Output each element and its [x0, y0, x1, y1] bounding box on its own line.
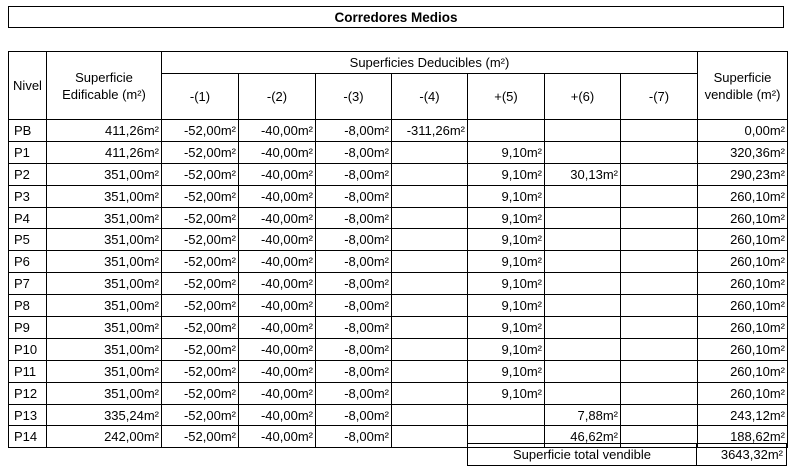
- cell-edificable: 351,00m²: [47, 317, 162, 339]
- cell-d1: -52,00m²: [162, 141, 239, 163]
- cell-d5: [468, 120, 545, 142]
- cell-nivel: P13: [9, 404, 47, 426]
- cell-d2: -40,00m²: [239, 207, 316, 229]
- cell-d4: [392, 141, 468, 163]
- cell-d3: -8,00m²: [316, 163, 392, 185]
- header-deducible-2: -(2): [239, 74, 316, 120]
- cell-d6: [545, 120, 621, 142]
- table-row: [9, 163, 788, 185]
- cell-d5: 9,10m²: [468, 207, 545, 229]
- table-row: [9, 120, 788, 142]
- cell-d4: [392, 426, 468, 448]
- cell-vendible: 260,10m²: [698, 229, 788, 251]
- cell-d2: -40,00m²: [239, 338, 316, 360]
- cell-d1: -52,00m²: [162, 120, 239, 142]
- cell-d2: -40,00m²: [239, 295, 316, 317]
- cell-vendible: 260,10m²: [698, 295, 788, 317]
- table-title: [8, 6, 784, 28]
- cell-d7: [621, 404, 698, 426]
- cell-vendible: 260,10m²: [698, 382, 788, 404]
- cell-d1: -52,00m²: [162, 229, 239, 251]
- cell-edificable: 351,00m²: [47, 273, 162, 295]
- cell-d7: [621, 251, 698, 273]
- cell-d7: [621, 360, 698, 382]
- cell-nivel: P2: [9, 163, 47, 185]
- header-superficie-vendible: [698, 52, 788, 120]
- cell-d5: 9,10m²: [468, 338, 545, 360]
- table-row: [9, 141, 788, 163]
- cell-edificable: 351,00m²: [47, 163, 162, 185]
- cell-d3: -8,00m²: [316, 426, 392, 448]
- cell-nivel: P4: [9, 207, 47, 229]
- cell-d7: [621, 207, 698, 229]
- cell-d4: [392, 382, 468, 404]
- header-deducible-1: -(1): [162, 74, 239, 120]
- cell-nivel: P8: [9, 295, 47, 317]
- table-row: [9, 338, 788, 360]
- cell-d2: -40,00m²: [239, 251, 316, 273]
- cell-d2: -40,00m²: [239, 404, 316, 426]
- cell-d1: -52,00m²: [162, 185, 239, 207]
- cell-d4: [392, 207, 468, 229]
- cell-vendible: 188,62m²: [698, 426, 788, 448]
- title-text: Corredores Medios: [334, 9, 458, 25]
- cell-d1: -52,00m²: [162, 338, 239, 360]
- cell-d7: [621, 382, 698, 404]
- cell-vendible: 260,10m²: [698, 273, 788, 295]
- cell-d2: -40,00m²: [239, 229, 316, 251]
- cell-d5: [468, 404, 545, 426]
- cell-d5: 9,10m²: [468, 163, 545, 185]
- cell-d4: [392, 163, 468, 185]
- cell-d7: [621, 120, 698, 142]
- header-deducible-6: +(6): [545, 74, 621, 120]
- table-row: [9, 251, 788, 273]
- cell-d6: [545, 360, 621, 382]
- total-row: [467, 443, 787, 466]
- cell-d6: [545, 317, 621, 339]
- cell-d7: [621, 273, 698, 295]
- header-deducible-5: +(5): [468, 74, 545, 120]
- cell-d4: -311,26m²: [392, 120, 468, 142]
- cell-d7: [621, 185, 698, 207]
- table-row: [9, 382, 788, 404]
- cell-d3: -8,00m²: [316, 295, 392, 317]
- cell-d4: [392, 317, 468, 339]
- header-deducible-3: -(3): [316, 74, 392, 120]
- cell-d6: [545, 185, 621, 207]
- cell-d3: -8,00m²: [316, 317, 392, 339]
- cell-d2: -40,00m²: [239, 273, 316, 295]
- table-row: [9, 317, 788, 339]
- cell-nivel: P3: [9, 185, 47, 207]
- cell-d5: 9,10m²: [468, 251, 545, 273]
- cell-edificable: 351,00m²: [47, 360, 162, 382]
- cell-nivel: P7: [9, 273, 47, 295]
- cell-d5: 9,10m²: [468, 185, 545, 207]
- header-superficies-deducibles: Superficies Deducibles (m²): [162, 52, 698, 74]
- cell-vendible: 290,23m²: [698, 163, 788, 185]
- cell-vendible: 260,10m²: [698, 338, 788, 360]
- cell-d6: 30,13m²: [545, 163, 621, 185]
- cell-d4: [392, 273, 468, 295]
- cell-d6: [545, 295, 621, 317]
- cell-nivel: P9: [9, 317, 47, 339]
- cell-d2: -40,00m²: [239, 163, 316, 185]
- cell-d2: -40,00m²: [239, 317, 316, 339]
- cell-nivel: P6: [9, 251, 47, 273]
- header-deducible-4: -(4): [392, 74, 468, 120]
- cell-d6: [545, 382, 621, 404]
- cell-d6: [545, 229, 621, 251]
- cell-nivel: P5: [9, 229, 47, 251]
- header-superficie-vendible-text: Superficie vendible (m²): [704, 69, 781, 102]
- cell-d4: [392, 185, 468, 207]
- table-row: [9, 273, 788, 295]
- cell-d3: -8,00m²: [316, 338, 392, 360]
- cell-d3: -8,00m²: [316, 207, 392, 229]
- cell-d7: [621, 163, 698, 185]
- cell-edificable: 351,00m²: [47, 382, 162, 404]
- cell-d3: -8,00m²: [316, 141, 392, 163]
- cell-d4: [392, 338, 468, 360]
- cell-d3: -8,00m²: [316, 229, 392, 251]
- header-nivel: Nivel: [9, 52, 47, 120]
- cell-vendible: 260,10m²: [698, 207, 788, 229]
- cell-d4: [392, 251, 468, 273]
- table-row: [9, 360, 788, 382]
- table-row: [9, 404, 788, 426]
- cell-edificable: 351,00m²: [47, 207, 162, 229]
- cell-d5: 9,10m²: [468, 317, 545, 339]
- surfaces-table: [8, 51, 788, 448]
- cell-edificable: 411,26m²: [47, 120, 162, 142]
- cell-d3: -8,00m²: [316, 404, 392, 426]
- cell-d6: [545, 338, 621, 360]
- cell-edificable: 242,00m²: [47, 426, 162, 448]
- cell-d6: [545, 251, 621, 273]
- table-row: [9, 229, 788, 251]
- cell-edificable: 351,00m²: [47, 295, 162, 317]
- cell-d6: [545, 207, 621, 229]
- cell-d1: -52,00m²: [162, 426, 239, 448]
- cell-d3: -8,00m²: [316, 273, 392, 295]
- cell-d2: -40,00m²: [239, 426, 316, 448]
- cell-d7: [621, 295, 698, 317]
- cell-d5: 9,10m²: [468, 273, 545, 295]
- header-deducible-7: -(7): [621, 74, 698, 120]
- cell-d5: 9,10m²: [468, 141, 545, 163]
- cell-edificable: 351,00m²: [47, 185, 162, 207]
- cell-d5: 9,10m²: [468, 382, 545, 404]
- table-row: [9, 185, 788, 207]
- cell-d7: [621, 141, 698, 163]
- cell-d5: 9,10m²: [468, 360, 545, 382]
- cell-nivel: P1: [9, 141, 47, 163]
- cell-d1: -52,00m²: [162, 163, 239, 185]
- table-row: [9, 207, 788, 229]
- cell-edificable: 411,26m²: [47, 141, 162, 163]
- cell-d1: -52,00m²: [162, 360, 239, 382]
- cell-nivel: PB: [9, 120, 47, 142]
- table-body: [9, 120, 788, 448]
- cell-d3: -8,00m²: [316, 120, 392, 142]
- cell-edificable: 335,24m²: [47, 404, 162, 426]
- cell-d1: -52,00m²: [162, 317, 239, 339]
- cell-d4: [392, 295, 468, 317]
- cell-nivel: P10: [9, 338, 47, 360]
- cell-d2: -40,00m²: [239, 120, 316, 142]
- cell-d4: [392, 229, 468, 251]
- cell-d1: -52,00m²: [162, 295, 239, 317]
- cell-d6: 46,62m²: [545, 426, 621, 448]
- cell-edificable: 351,00m²: [47, 229, 162, 251]
- cell-d3: -8,00m²: [316, 360, 392, 382]
- cell-d4: [392, 360, 468, 382]
- cell-d1: -52,00m²: [162, 273, 239, 295]
- cell-d2: -40,00m²: [239, 382, 316, 404]
- cell-d1: -52,00m²: [162, 251, 239, 273]
- cell-vendible: 260,10m²: [698, 360, 788, 382]
- cell-vendible: 0,00m²: [698, 120, 788, 142]
- cell-vendible: 243,12m²: [698, 404, 788, 426]
- cell-d6: [545, 141, 621, 163]
- cell-d7: [621, 338, 698, 360]
- cell-d3: -8,00m²: [316, 185, 392, 207]
- cell-d1: -52,00m²: [162, 207, 239, 229]
- total-value: 3643,32m²: [720, 447, 783, 462]
- cell-edificable: 351,00m²: [47, 338, 162, 360]
- header-superficie-edificable-text: Superficie Edificable (m²): [62, 69, 146, 102]
- cell-nivel: P12: [9, 382, 47, 404]
- cell-d7: [621, 317, 698, 339]
- cell-d2: -40,00m²: [239, 185, 316, 207]
- cell-d3: -8,00m²: [316, 382, 392, 404]
- table-row: [9, 295, 788, 317]
- cell-d5: 9,10m²: [468, 295, 545, 317]
- cell-d1: -52,00m²: [162, 382, 239, 404]
- cell-d6: [545, 273, 621, 295]
- total-label: Superficie total vendible: [468, 444, 697, 465]
- cell-d4: [392, 404, 468, 426]
- cell-d6: 7,88m²: [545, 404, 621, 426]
- cell-nivel: P14: [9, 426, 47, 448]
- cell-d1: -52,00m²: [162, 404, 239, 426]
- cell-d7: [621, 229, 698, 251]
- header-superficie-edificable: [47, 52, 162, 120]
- cell-edificable: 351,00m²: [47, 251, 162, 273]
- cell-vendible: 260,10m²: [698, 317, 788, 339]
- cell-d2: -40,00m²: [239, 360, 316, 382]
- cell-vendible: 320,36m²: [698, 141, 788, 163]
- cell-nivel: P11: [9, 360, 47, 382]
- cell-d3: -8,00m²: [316, 251, 392, 273]
- cell-d2: -40,00m²: [239, 141, 316, 163]
- cell-vendible: 260,10m²: [698, 251, 788, 273]
- cell-vendible: 260,10m²: [698, 185, 788, 207]
- cell-d5: 9,10m²: [468, 229, 545, 251]
